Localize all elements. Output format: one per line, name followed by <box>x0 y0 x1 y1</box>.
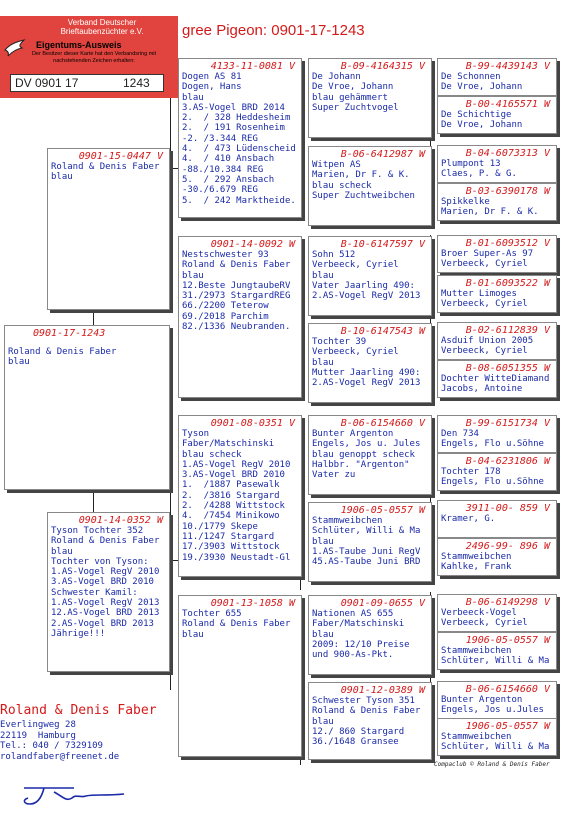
badge-org-line1: Verband Deutscher <box>67 18 137 27</box>
badge-heading: Eigentums-Ausweis <box>36 40 122 50</box>
grandparent-card <box>178 415 302 577</box>
ring-number: B-09-4164315 V <box>340 61 425 72</box>
badge-ring-right: 1243 <box>123 76 150 90</box>
ring-number: B-00-4165571 W <box>465 99 550 110</box>
pigeon-info: Den 734 Engels, Flo u.Söhne <box>441 429 544 450</box>
pigeon-info: Stammweibchen Schlüter, Willi & Ma <box>441 646 550 667</box>
connector <box>93 490 94 512</box>
pigeon-info: Dochter WitteDiamand Jacobs, Antoine <box>441 374 550 395</box>
ancestor-card <box>437 594 557 632</box>
ancestor-card <box>437 235 557 273</box>
ring-number: 3911-00- 859 V <box>465 503 550 514</box>
subject-ring: 0901-17-1243 <box>33 328 106 339</box>
dam-card <box>47 512 170 672</box>
ancestor-card <box>437 453 557 491</box>
pigeon-info: Mutter Limoges Verbeeck, Cyriel <box>441 289 528 310</box>
signature <box>14 774 134 810</box>
pigeon-info: Kramer, G. <box>441 514 496 524</box>
ring-number: B-10-6147597 V <box>340 239 425 250</box>
badge-ring-field <box>10 74 164 92</box>
subject-card <box>4 325 170 490</box>
sire-ring: 0901-15-0447 V <box>78 151 163 162</box>
pedigree-title: gree Pigeon: 0901-17-1243 <box>182 22 365 39</box>
sire-card <box>47 148 170 310</box>
pigeon-info: Sohn 512 Verbeeck, Cyriel blau Vater Jaarling 490: 2.AS-Vogel RegV 2013 <box>312 250 421 302</box>
pigeon-info: Nestschwester 93 Roland & Denis Faber blau 12.Beste JungtaubeRV 31./2973 StargardREG 66./2200 Teterow 69./2018 Parchim 82./1336 Neubranden. <box>182 250 291 333</box>
ancestor-card <box>437 718 557 756</box>
grandparent-card <box>178 595 302 757</box>
ownership-badge <box>0 16 178 98</box>
pigeon-info: Plumpont 13 Claes, P. & G. <box>441 159 517 180</box>
ancestor-card <box>437 145 557 183</box>
pigeon-info: Witpen AS Marien, Dr F. & K. blau scheck Super Zuchtweibchen <box>312 160 415 201</box>
great-grandparent-card <box>308 415 432 495</box>
pigeon-info: Broer Super-As 97 Verbeeck, Cyriel <box>441 249 534 270</box>
pigeon-info: Stammweibchen Schlüter, Willi & Ma <box>441 732 550 753</box>
ancestor-card <box>437 183 557 221</box>
ring-number: B-99-4439143 V <box>465 61 550 72</box>
great-grandparent-card <box>308 502 432 582</box>
ancestor-card <box>437 681 557 719</box>
ancestor-card <box>437 538 557 576</box>
pigeon-info: De Schichtige De Vroe, Johann <box>441 110 523 131</box>
pigeon-info: De Johann De Vroe, Johann blau gehämmert Super Zuchtvogel <box>312 72 399 113</box>
great-grandparent-card <box>308 58 432 138</box>
subject-text: Roland & Denis Faber blau <box>8 347 117 367</box>
pigeon-info: Stammweibchen Schlüter, Willi & Ma blau 1.AS-Taube Juni RegV 45.AS-Taube Juni BRD <box>312 516 421 568</box>
pigeon-info: Verbeeck-Vogel Verbeeck, Cyriel <box>441 608 528 629</box>
great-grandparent-card <box>308 236 432 316</box>
ring-number: B-06-6149298 V <box>465 597 550 608</box>
ring-number: 4133-11-0081 V <box>210 61 295 72</box>
ring-number: B-06-6154660 V <box>340 418 425 429</box>
ring-number: 2496-99- 896 W <box>465 541 550 552</box>
dam-text: Tyson Tochter 352 Roland & Denis Faber blau Tochter von Tyson: 1.AS-Vogel RegV 2010 3.AS-Vogel BRD 2010 Schwester Kamil: 1.AS-Vogel RegV 2013 12.AS-Vogel BRD 2013 2.AS-Vogel BRD 2013 Jährige!!! <box>51 526 160 639</box>
great-grandparent-card <box>308 595 432 675</box>
pigeon-info: Schwester Tyson 351 Roland & Denis Faber blau 12./ 860 Stargard 36./1648 Gransee <box>312 696 421 748</box>
connector <box>170 400 171 690</box>
ancestor-card <box>437 500 557 538</box>
pigeon-info: Tochter 655 Roland & Denis Faber blau <box>182 609 291 640</box>
pigeon-info: Bunter Argenton Engels, Jos u. Jules blau genoppt scheck Halbbr. "Argenton" Vater zu <box>312 429 421 481</box>
ring-number: 0901-12-0389 W <box>340 685 425 696</box>
pigeon-info: Dogen AS 81 Dogen, Hans blau 3.AS-Vogel BRD 2014 2. / 328 Heddesheim 2. / 191 Rosenheim -2. /3.344 REG 4. / 473 Lüdenscheid 4. / 410 Ansbach -88./10.384 REG 5. / 292 Ansbach -30./6.679 REG 5. / 242 Marktheide. <box>182 72 296 206</box>
ring-number: 1906-05-0557 W <box>340 505 425 516</box>
grandparent-card <box>178 236 302 398</box>
badge-ring-left: DV 0901 17 <box>15 76 79 90</box>
ring-number: 1906-05-0557 W <box>465 721 550 732</box>
pigeon-info: De Schonnen De Vroe, Johann <box>441 72 523 93</box>
ring-number: B-04-6073313 V <box>465 148 550 159</box>
ancestor-card <box>437 415 557 453</box>
ring-number: 0901-09-0655 V <box>340 598 425 609</box>
owner-address: Everlingweg 28 22119 Hamburg Tel.: 040 / 7329109 rolandfaber@freenet.de <box>0 720 120 762</box>
ring-number: B-01-6093512 V <box>465 238 550 249</box>
ring-number: B-99-6151734 V <box>465 418 550 429</box>
ancestor-card <box>437 632 557 670</box>
compaclub-credit: Compaclub © Roland & Denis Faber <box>434 761 550 768</box>
ring-number: B-10-6147543 W <box>340 326 425 337</box>
owner-name: Roland & Denis Faber <box>0 703 157 718</box>
badge-note: Der Besitzer dieser Karte hat den Verbandsring mit nachstehenden Zeichen erhalten: <box>31 51 157 64</box>
connector <box>170 96 171 236</box>
pigeon-info: Nationen AS 655 Faber/Matschinski blau 2009: 12/10 Preise und 900-As-Pkt. <box>312 609 410 661</box>
great-grandparent-card <box>308 682 432 760</box>
ring-number: B-04-6231806 W <box>465 456 550 467</box>
ancestor-card <box>437 58 557 96</box>
badge-org <box>40 18 164 36</box>
grandparent-card <box>178 58 302 218</box>
ring-number: B-06-6154660 V <box>465 684 550 695</box>
ring-number: 1906-05-0557 W <box>465 635 550 646</box>
pigeon-info: Asduif Union 2005 Verbeeck, Cyriel <box>441 336 534 357</box>
sire-text: Roland & Denis Faber blau <box>51 162 160 183</box>
ring-number: B-06-6412987 W <box>340 149 425 160</box>
ancestor-card <box>437 322 557 360</box>
ancestor-card <box>437 360 557 398</box>
ring-number: 0901-08-0351 V <box>210 418 295 429</box>
ring-number: B-08-6051355 W <box>465 363 550 374</box>
ring-number: B-02-6112839 V <box>465 325 550 336</box>
ring-number: B-03-6390178 W <box>465 186 550 197</box>
pigeon-info: Tochter 178 Engels, Flo u.Söhne <box>441 467 544 488</box>
dam-ring: 0901-14-0352 W <box>78 515 163 526</box>
pigeon-info: Tyson Faber/Matschinski blau scheck 1.AS-Vogel RegV 2010 3.AS-Vogel BRD 2010 1. /1887 Pasewalk 2. /3816 Stargard 2. /4288 Wittstock 4. /7454 Minikowo 10./1779 Skepe 11./1247 Stargard 17./3903 Wittstock 19./3930 Neustadt-Gl <box>182 429 291 563</box>
great-grandparent-card <box>308 146 432 226</box>
pigeon-info: Spikkelke Marien, Dr F. & K. <box>441 197 539 218</box>
ring-number: B-01-6093522 W <box>465 278 550 289</box>
ring-number: 0901-13-1058 W <box>210 598 295 609</box>
pigeon-info: Bunter Argenton Engels, Jos u.Jules <box>441 695 544 716</box>
ancestor-card <box>437 275 557 313</box>
great-grandparent-card <box>308 323 432 403</box>
pigeon-info: Tochter 39 Verbeeck, Cyriel blau Mutter Jaarling 490: 2.AS-Vogel RegV 2013 <box>312 337 421 389</box>
ring-number: 0901-14-0092 W <box>210 239 295 250</box>
ancestor-card <box>437 96 557 134</box>
pigeon-info: Stammweibchen Kahlke, Frank <box>441 552 512 573</box>
badge-org-line2: Brieftaubenzüchter e.V. <box>60 27 144 36</box>
